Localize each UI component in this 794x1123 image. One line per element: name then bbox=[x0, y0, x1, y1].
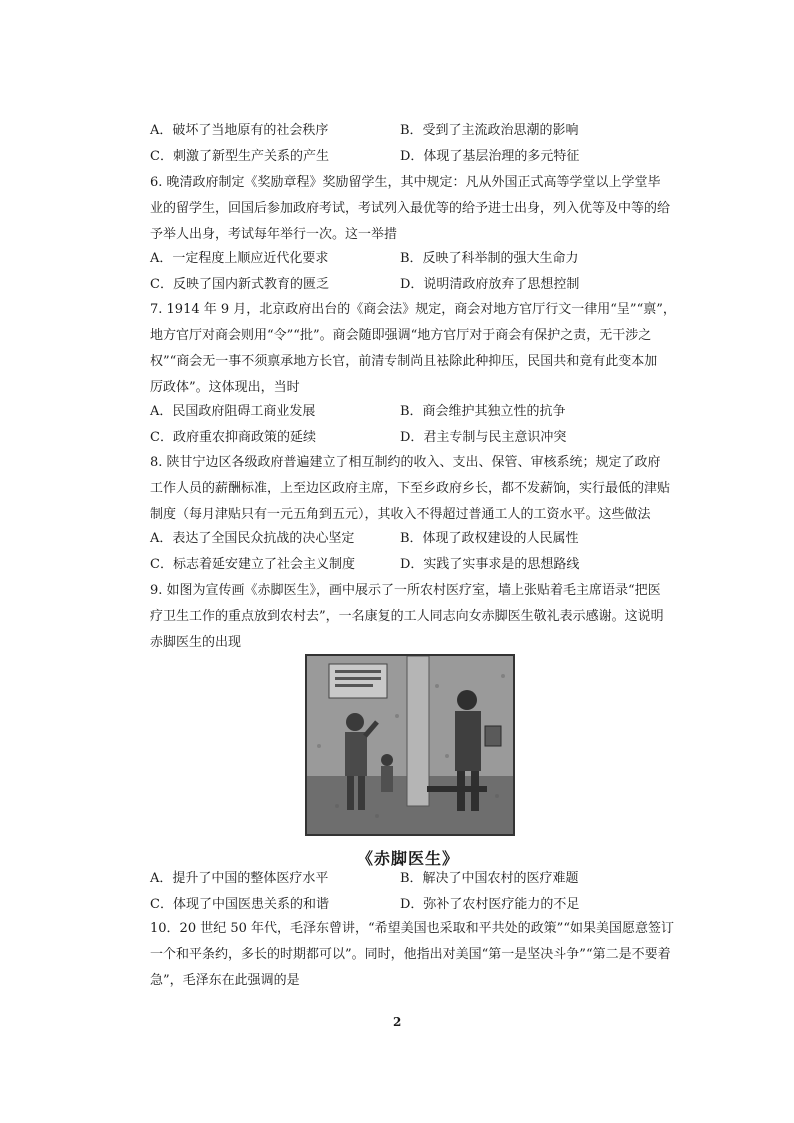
q5-option-c: C．刺激了新型生产关系的产生 bbox=[150, 149, 329, 164]
q9-stem-line-1: 9. 如图为宣传画《赤脚医生》，画中展示了一所农村医疗室，墙上张贴着毛主席语录“把医 bbox=[150, 583, 661, 598]
q7-stem-line-2: 地方官厅对商会则用“令”“批”。商会随即强调“地方官厅对于商会有保护之责，无干涉之 bbox=[150, 328, 652, 343]
q7-option-d: D．君主专制与民主意识冲突 bbox=[400, 430, 567, 445]
q9-option-c: C．体现了中国医患关系的和谐 bbox=[150, 897, 329, 912]
q10-stem-line-3: 急”，毛泽东在此强调的是 bbox=[150, 973, 300, 988]
q8-stem-line-2: 工作人员的薪酬标准，上至边区政府主席，下至乡政府乡长，都不发薪饷，实行最低的津贴 bbox=[150, 481, 671, 496]
q7-stem-line-1: 7. 1914 年 9 月，北京政府出台的《商会法》规定，商会对地方官厅行文一律用“呈”“禀”， bbox=[150, 302, 676, 317]
q6-option-b: B．反映了科举制的强大生命力 bbox=[400, 251, 579, 266]
q8-option-b: B．体现了政权建设的人民属性 bbox=[400, 531, 579, 546]
q9-option-a: A．提升了中国的整体医疗水平 bbox=[150, 871, 329, 886]
q5-option-b: B．受到了主流政治思潮的影响 bbox=[400, 123, 579, 138]
q8-option-c: C．标志着延安建立了社会主义制度 bbox=[150, 557, 355, 572]
q6-stem-line-1: 6. 晚清政府制定《奖励章程》奖励留学生，其中规定：凡从外国正式高等学堂以上学堂毕 bbox=[150, 175, 661, 190]
q8-stem-line-3: 制度（每月津贴只有一元五角到五元），其收入不得超过普通工人的工资水平。这些做法 bbox=[150, 507, 651, 522]
q9-stem-line-2: 疗卫生工作的重点放到农村去”，一名康复的工人同志向女赤脚医生敬礼表示感谢。这说明 bbox=[150, 609, 664, 624]
q5-option-d: D．体现了基层治理的多元特征 bbox=[400, 149, 580, 164]
q6-stem-line-3: 予举人出身，考试每年举行一次。这一举措 bbox=[150, 227, 398, 242]
q7-option-a: A．民国政府阻碍工商业发展 bbox=[150, 404, 316, 419]
q9-option-d: D．弥补了农村医疗能力的不足 bbox=[400, 897, 580, 912]
q5-option-a: A．破坏了当地原有的社会秩序 bbox=[150, 123, 329, 138]
q7-option-c: C．政府重农抑商政策的延续 bbox=[150, 430, 316, 445]
q6-stem-line-2: 业的留学生，回国后参加政府考试，考试列入最优等的给予进士出身，列入优等及中等的给 bbox=[150, 201, 671, 216]
barefoot-doctor-poster-image bbox=[305, 654, 515, 836]
poster-caption: 《赤脚医生》 bbox=[357, 849, 460, 868]
q10-stem-line-1: 10．20 世纪 50 年代，毛泽东曾讲，“希望美国也采取和平共处的政策”“如果美国愿意签订 bbox=[150, 921, 674, 936]
q6-option-c: C．反映了国内新式教育的匮乏 bbox=[150, 277, 329, 292]
q10-stem-line-2: 一个和平条约，多长的时期都可以”。同时，他指出对美国“第一是坚决斗争”“第二是不要着 bbox=[150, 947, 671, 962]
q9-option-b: B．解决了中国农村的医疗难题 bbox=[400, 871, 579, 886]
q7-option-b: B．商会维护其独立性的抗争 bbox=[400, 404, 566, 419]
q8-option-a: A．表达了全国民众抗战的决心坚定 bbox=[150, 531, 355, 546]
page-number: 2 bbox=[393, 1015, 402, 1029]
q8-option-d: D．实践了实事求是的思想路线 bbox=[400, 557, 580, 572]
q7-stem-line-4: 厉政体”。这体现出，当时 bbox=[150, 380, 300, 395]
poster-illustration bbox=[307, 656, 513, 834]
q6-option-a: A．一定程度上顺应近代化要求 bbox=[150, 251, 329, 266]
q9-stem-line-3: 赤脚医生的出现 bbox=[150, 635, 242, 650]
q7-stem-line-3: 权”“商会无一事不须禀承地方长官，前清专制尚且袪除此种抑压，民国共和竟有此变本加 bbox=[150, 354, 658, 369]
q8-stem-line-1: 8. 陕甘宁边区各级政府普遍建立了相互制约的收入、支出、保管、审核系统；规定了政府 bbox=[150, 455, 661, 470]
q6-option-d: D．说明清政府放弃了思想控制 bbox=[400, 277, 580, 292]
